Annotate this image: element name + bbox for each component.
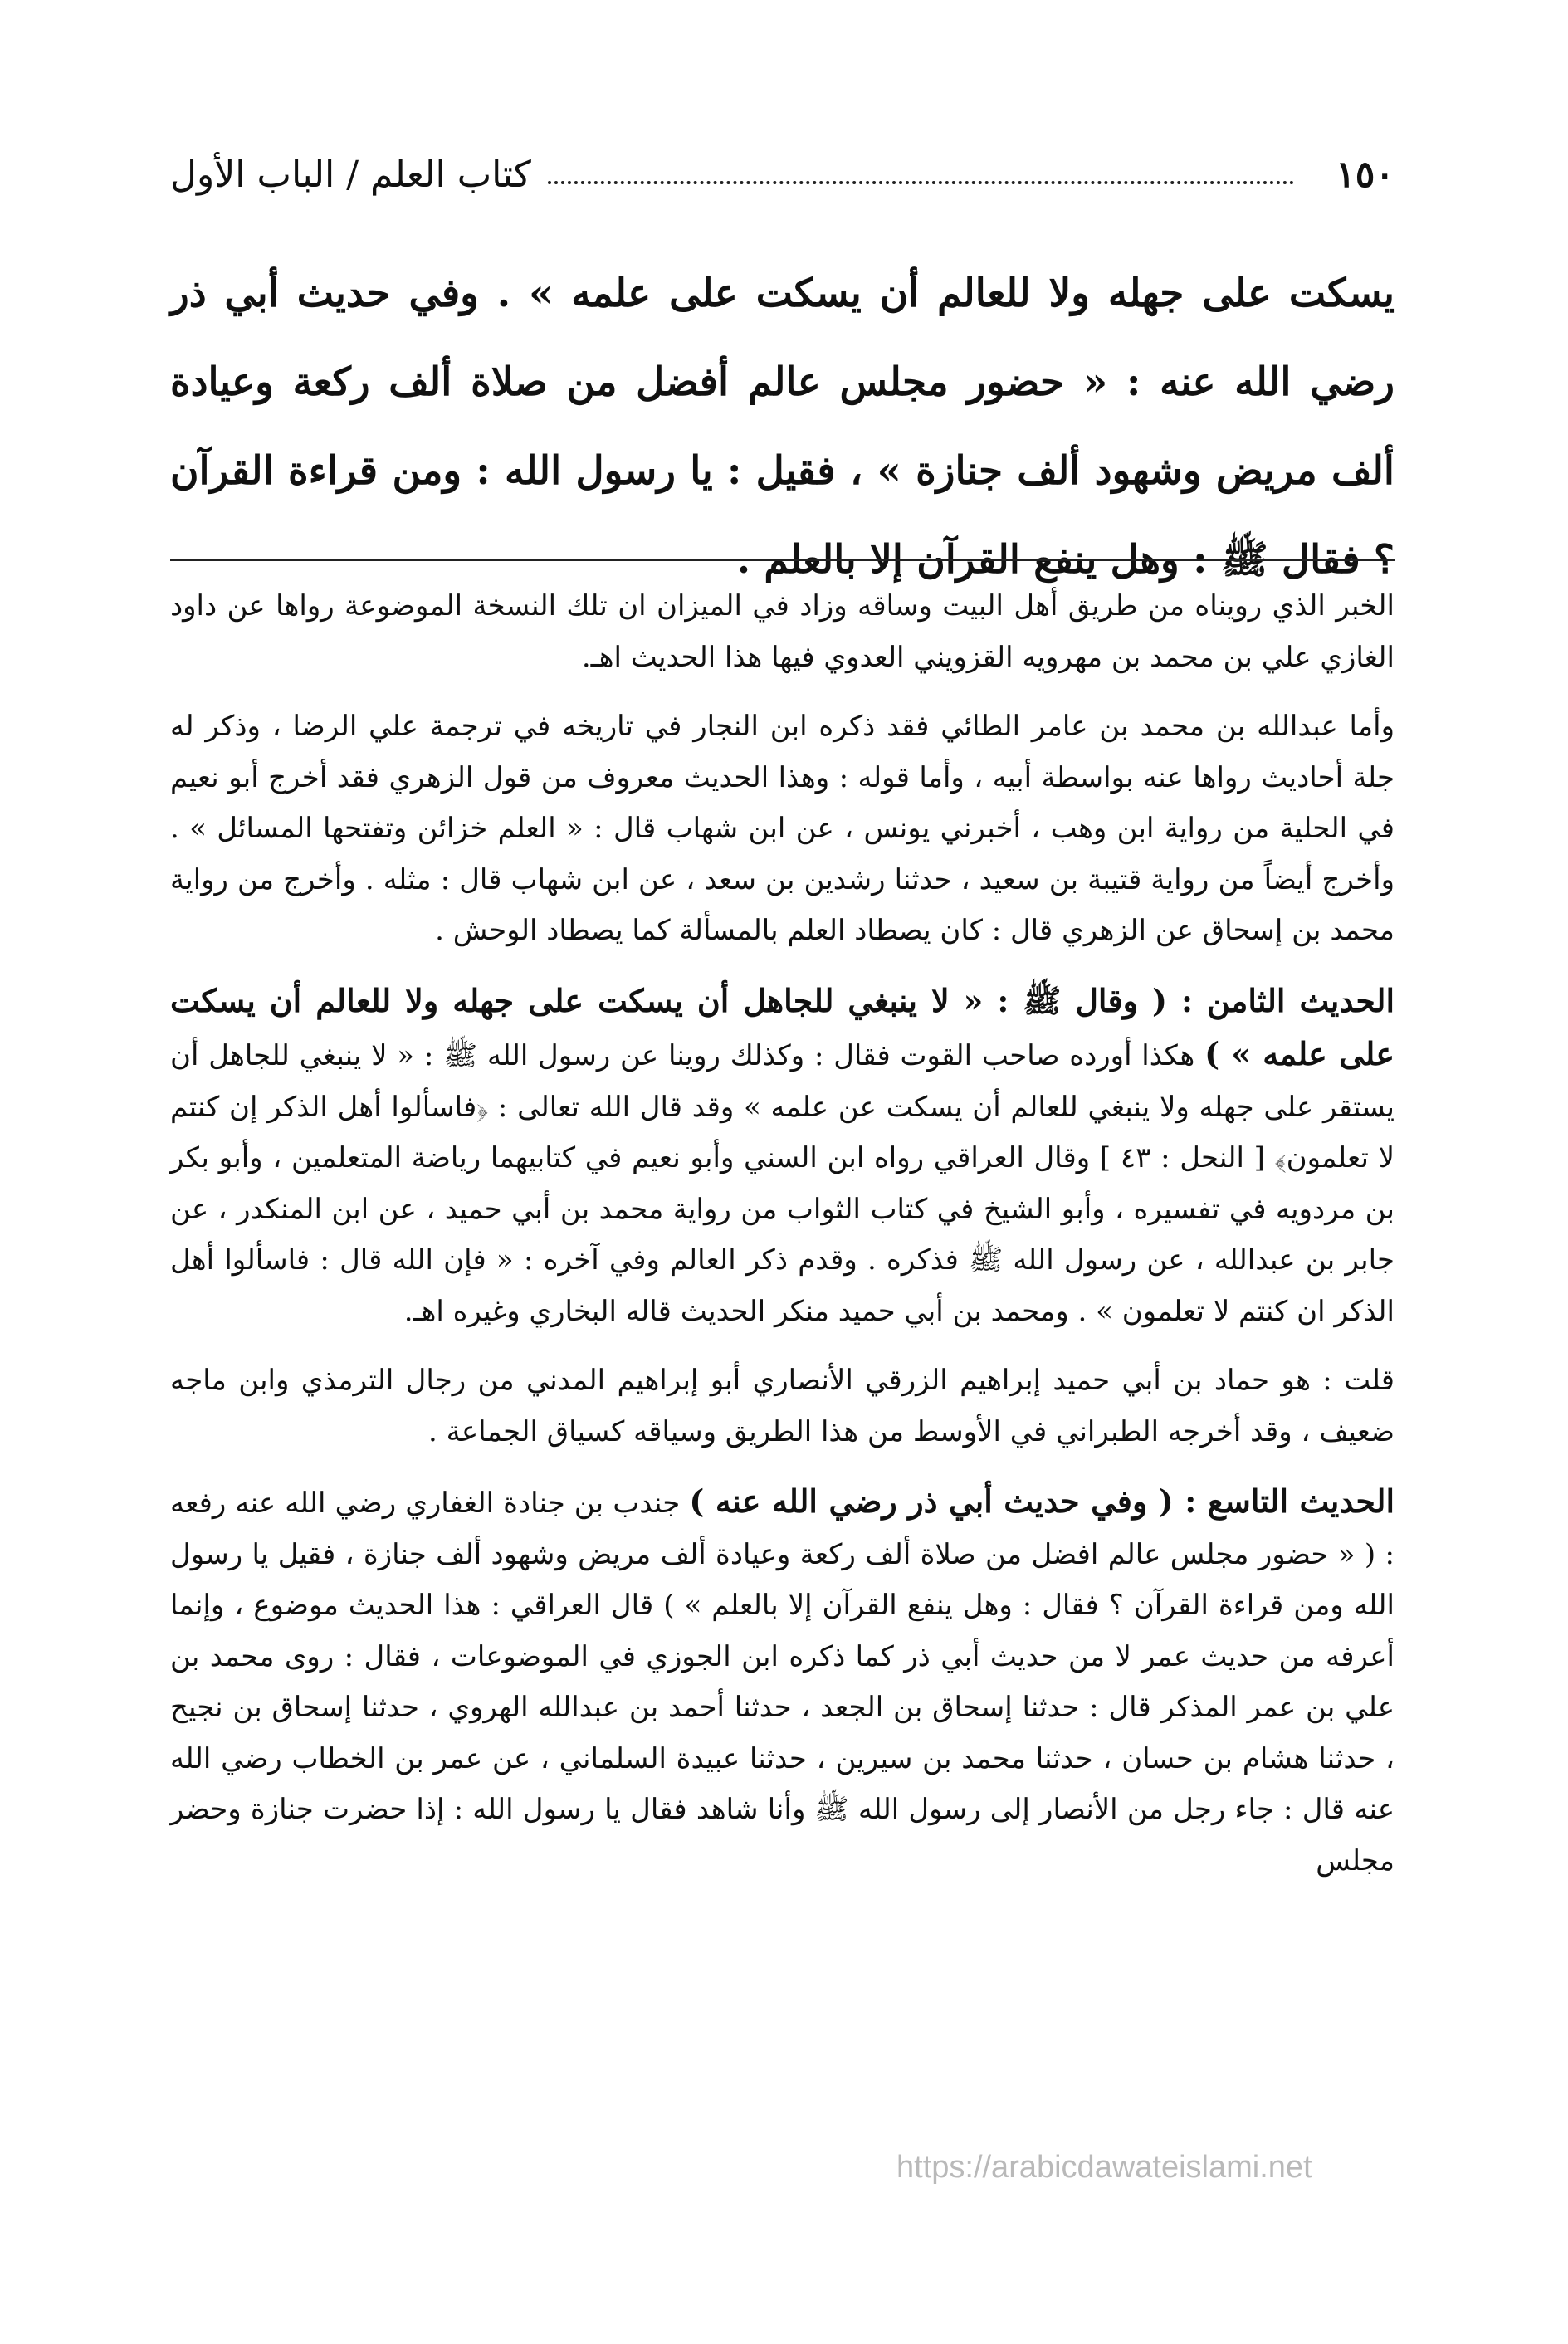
watermark-url: https://arabicdawateislami.net xyxy=(896,2150,1312,2185)
main-paragraph: يسكت على جهله ولا للعالم أن يسكت على علمه » . وفي حديث أبي ذر رضي الله عنه : « حضور مجلس عالم أفضل من صلاة ألف ركعة وعيادة ألف مريض وشهود ألف جنازة » ، فقيل : يا رسول الله : ومن قراءة القرآن ؟ فقال ﷺ : وهل ينفع القرآن إلا بالعلم . xyxy=(170,271,1395,583)
commentary-paragraph-2: وأما عبدالله بن محمد بن عامر الطائي فقد ذكره ابن النجار في تاريخه في ترجمة علي الرضا ، وذكر له جلة أحاديث رواها عنه بواسطة أبيه ، وأما قوله : وهذا الحديث معروف من قول الزهري فقد أخرج أبو نعيم في الحلية من رواية ابن وهب ، أخبرني يونس ، عن ابن شهاب قال : « العلم خزائن وتفتحها المسائل » . وأخرج أيضاً من رواية قتيبة بن سعيد ، حدثنا رشدين بن سعد ، عن ابن شهاب قال : مثله . وأخرج من رواية محمد بن إسحاق عن الزهري قال : كان يصطاد العلم بالمسألة كما يصطاد الوحش . xyxy=(170,710,1395,947)
hadith-eighth-heading: الحديث الثامن : ( وقال ﷺ : « لا ينبغي للجاهل أن يسكت على جهله ولا للعالم أن يسكت على علمه » ) xyxy=(170,981,1395,1072)
commentary-paragraph-3: الحديث الثامن : ( وقال ﷺ : « لا ينبغي للجاهل أن يسكت على جهله ولا للعالم أن يسكت على علمه » ) هكذا أورده صاحب القوت فقال : وكذلك روينا عن رسول الله ﷺ : « لا ينبغي للجاهل أن يستقر على جهله ولا ينبغي للعالم أن يسكت عن علمه » وقد قال الله تعالى : ﴿فاسألوا أهل الذكر إن كنتم لا تعلمون﴾ [ النحل : ٤٣ ] وقال العراقي رواه ابن السني وأبو نعيم في كتابيهما رياضة المتعلمين ، وأبو بكر بن مردويه في تفسيره ، وأبو الشيخ في كتاب الثواب من رواية محمد بن أبي حميد ، عن ابن المنكدر ، عن جابر بن عبدالله ، عن رسول الله ﷺ فذكره . وقدم ذكر العالم وفي آخره : « فإن الله قال : فاسألوا أهل الذكر ان كنتم لا تعلمون » . ومحمد بن أبي حميد منكر الحديث قاله البخاري وغيره اهـ. xyxy=(170,981,1395,1328)
commentary-paragraph-5: الحديث التاسع : ( وفي حديث أبي ذر رضي الله عنه ) جندب بن جنادة الغفاري رضي الله عنه رفعه : ( « حضور مجلس عالم افضل من صلاة ألف ركعة وعيادة ألف مريض وشهود ألف جنازة ، فقيل يا رسول الله ومن قراءة القرآن ؟ فقال : وهل ينفع القرآن إلا بالعلم » ) قال العراقي : هذا الحديث موضوع ، وإنما أعرفه من حديث عمر لا من حديث أبي ذر كما ذكره ابن الجوزي في الموضوعات ، فقال : روى محمد بن علي بن عمر المذكر قال : حدثنا إسحاق بن الجعد ، حدثنا أحمد بن عبدالله الهروي ، حدثنا إسحاق بن نجيح ، حدثنا هشام بن حسان ، حدثنا محمد بن سيرين ، حدثنا عبيدة السلماني ، عن عمر بن الخطاب رضي الله عنه قال : جاء رجل من الأنصار إلى رسول الله ﷺ وأنا شاهد فقال يا رسول الله : إذا حضرت جنازة وحضر مجلس xyxy=(170,1482,1395,1878)
commentary-paragraph-4: قلت : هو حماد بن أبي حميد إبراهيم الزرقي الأنصاري أبو إبراهيم المدني من رجال الترمذي وابن ماجه ضعيف ، وقد أخرجه الطبراني في الأوسط من هذا الطريق وسياقه كسياق الجماعة . xyxy=(170,1364,1395,1448)
page-number: ١٥٠ xyxy=(1336,153,1395,196)
chapter-title: كتاب العلم / الباب الأول xyxy=(170,153,531,196)
hadith-ninth-heading: الحديث التاسع : ( وفي حديث أبي ذر رضي الله عنه ) xyxy=(689,1482,1395,1520)
commentary-block xyxy=(170,581,1395,1905)
running-header xyxy=(170,141,1395,208)
main-text-block xyxy=(170,249,1395,604)
footnote-separator xyxy=(170,559,1395,561)
commentary-paragraph-1: الخبر الذي رويناه من طريق أهل البيت وساقه وزاد في الميزان ان تلك النسخة الموضوعة رواها عن داود الغازي علي بن محمد بن مهرويه القزويني العدوي فيها هذا الحديث اهـ. xyxy=(170,589,1395,674)
header-dots xyxy=(548,164,1294,184)
